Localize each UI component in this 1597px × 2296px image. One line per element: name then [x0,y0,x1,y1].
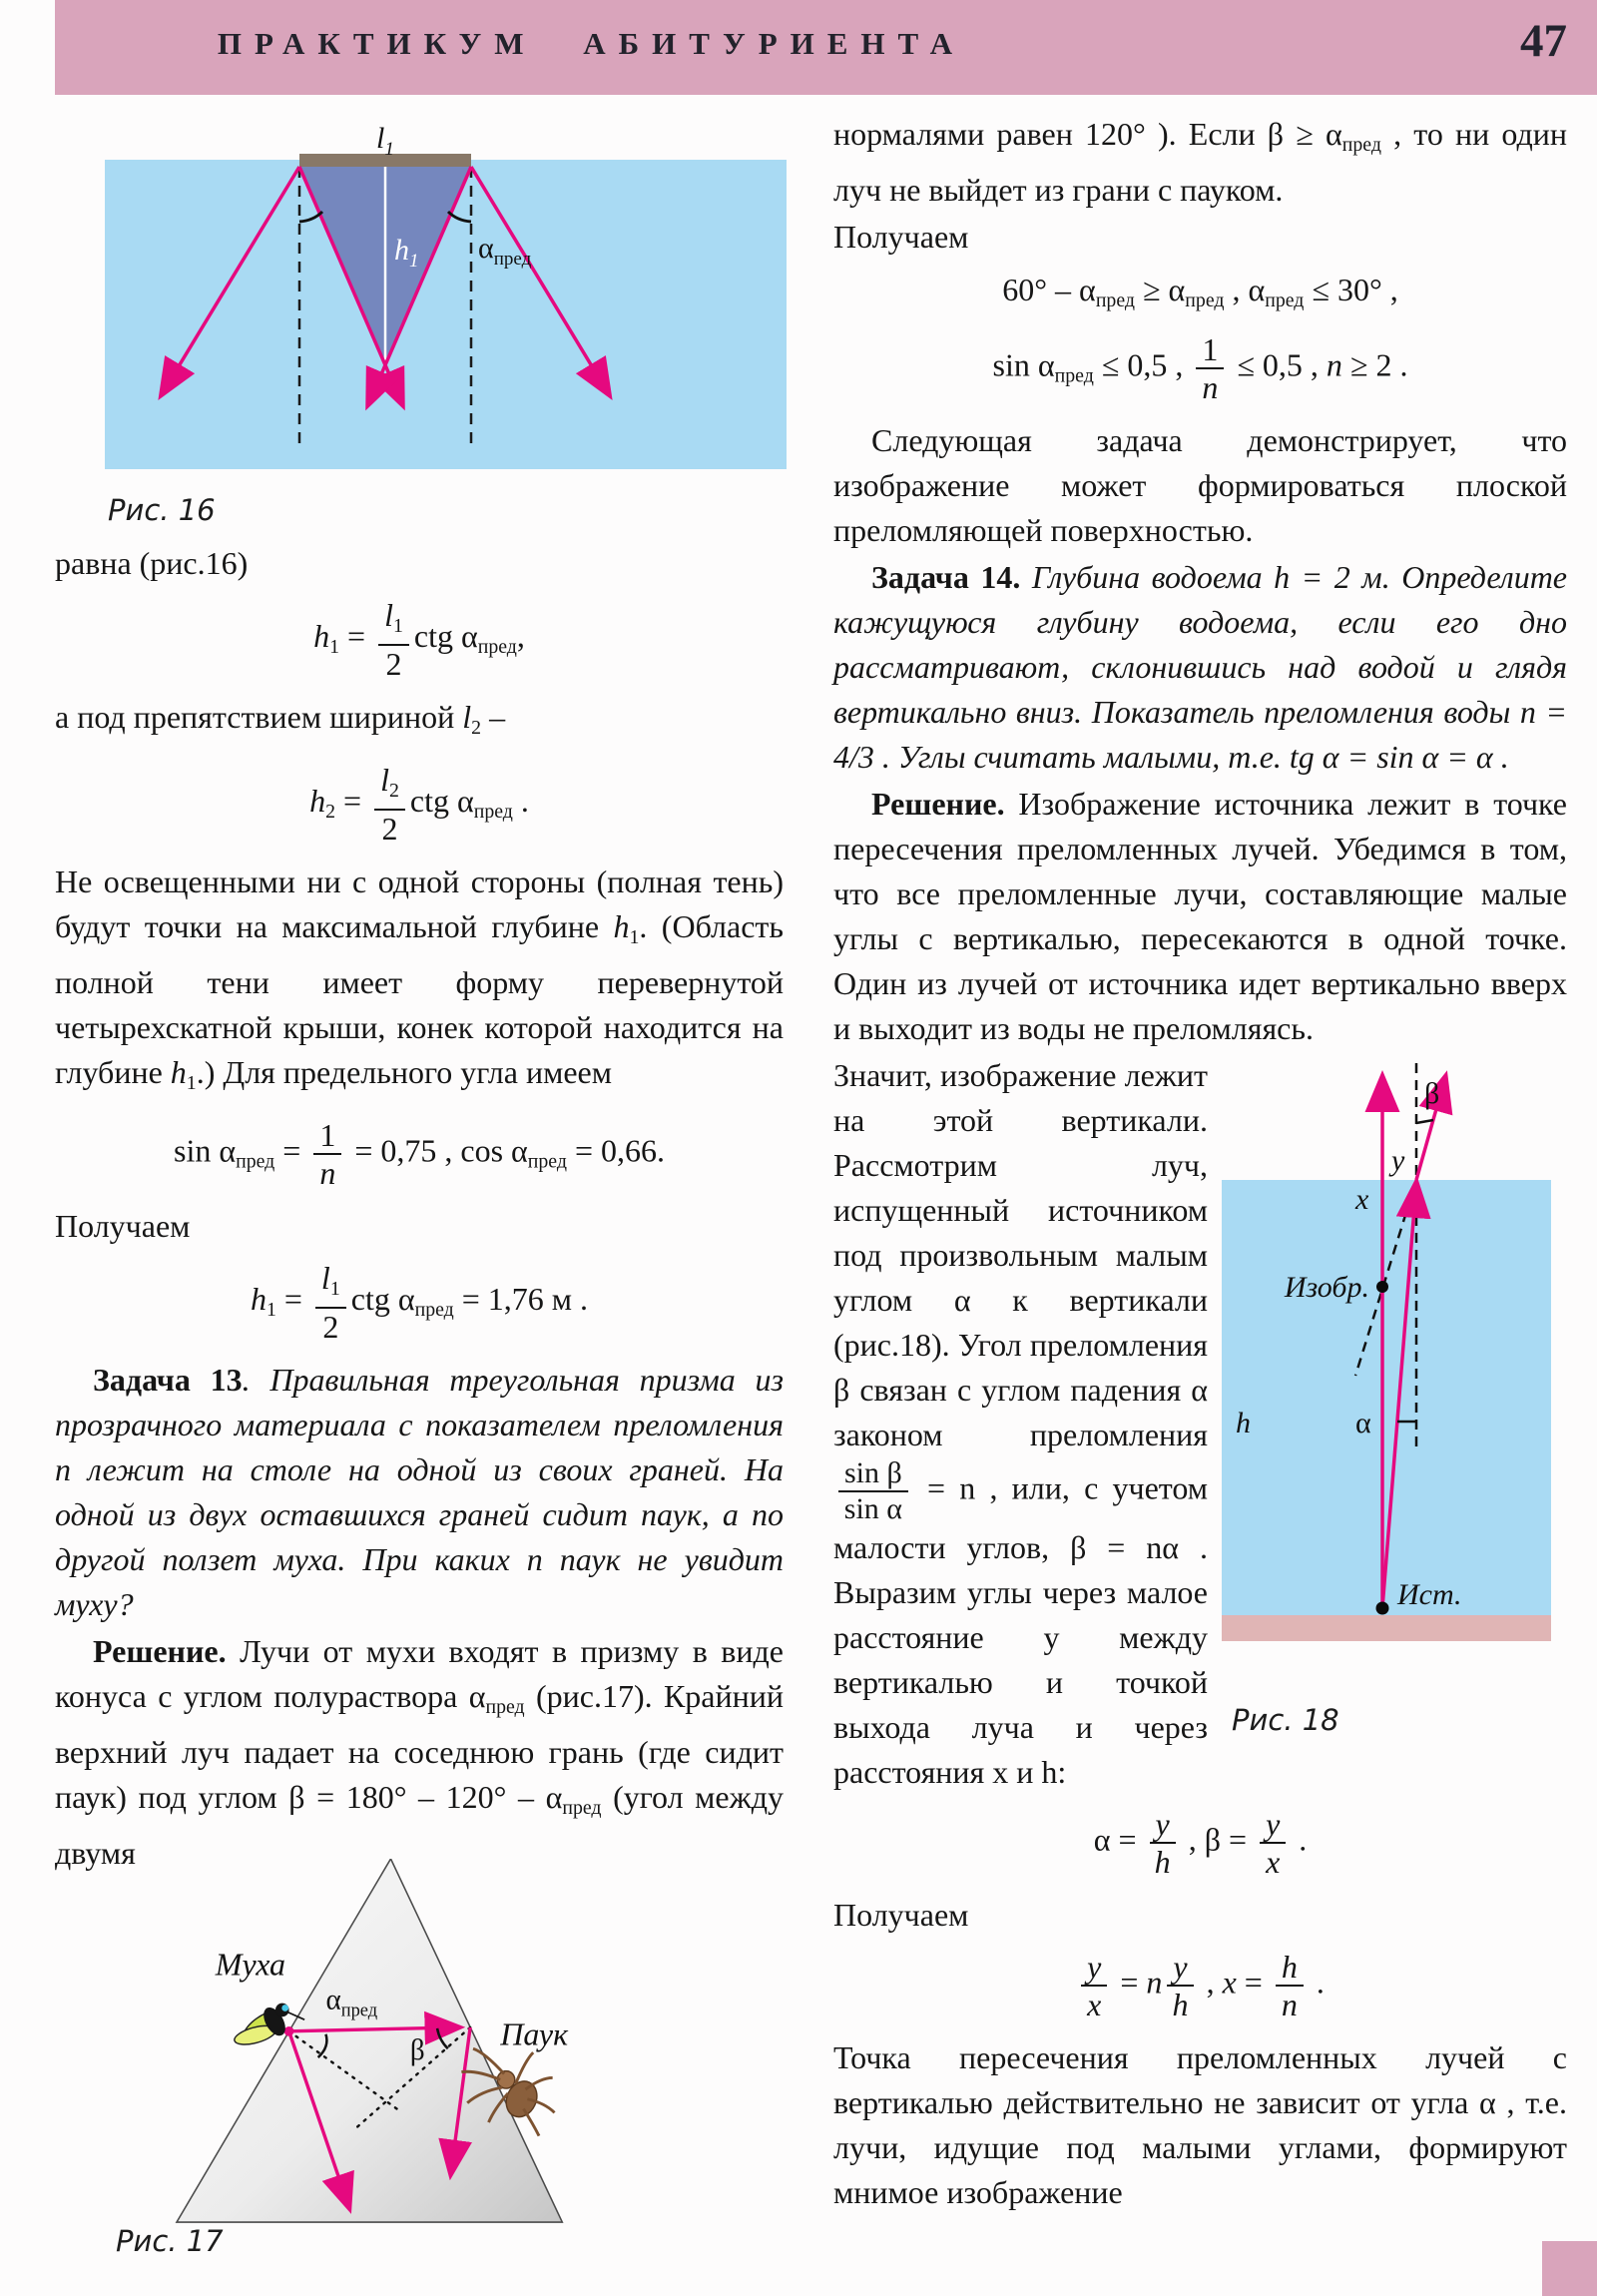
label-spider: Паук [500,2015,569,2052]
label-beta: β [1424,1076,1440,1110]
figure-18-caption: Рис. 18 [1232,1702,1339,1737]
task-14: Задача 14. Глубина водоема h = 2 м. Определите кажущуюся глубину водоема, если его дно рассматривают, склонившись над водой и глядя вертикально вниз. Показатель преломления воды n = 4/3 . Углы считать малыми, т.е. tg α = sin α = α . [833,558,1568,775]
page-title: ПРАКТИКУМ АБИТУРИЕНТА [217,26,966,61]
paragraph-continuation: нормалями равен 120° ). Если $\beta \ge \alpha_{пред}$ , то ни один луч не выйдет из грани с пауком. [833,116,1568,208]
label-source: Ист. [1397,1577,1462,1611]
page-number: 47 [1520,15,1567,67]
paragraph-final: Точка пересечения преломленных лучей с вертикалью действительно не зависит от угла α , т.е. лучи, идущие под малыми углами, формируют мнимое изображение [833,2038,1567,2210]
label-l1: $l_1$ [376,122,394,160]
right-column [833,112,1567,2217]
task-13: Задача 13. Правильная треугольная призма из прозрачного материала с показателем преломления n лежит на столе на одной из своих граней. На одной из двух оставшихся граней сидит паук, а по другой ползет муха. При каких n паук не увидит муху? [55,1361,784,1622]
label-alpha: α [1355,1406,1371,1439]
label-fly: Муха [215,1946,286,1983]
figure-17 [158,1859,657,2295]
left-column [55,541,784,1878]
label-image: Изобр. [1284,1270,1369,1304]
solution-14-part2: β y x Изобр. α h Ист. Рис. 18 Значит, изображение лежит на этой вертикали. Рассмотрим луч, испущенный источником под произвольным малым углом α к вертикали (рис.18). Угол преломления β связан с углом падения α законом преломления $\frac{\text{sin β}}{\text{sin α}}$ = n , или, с учетом малости углов, β = nα . Выразим углы через малое расстояние y между вертикалью и точкой выхода луча и через расстояния x и h: [833,1053,1567,1795]
label-beta: β [409,2033,425,2066]
formula-h1-value: $h_1$ = $\frac{l_1}{2}$ ctg $\alpha_{пред} = 1,76$ м . [250,1259,589,1345]
text-line: Получаем [833,1896,969,1933]
corner-decoration [1542,2241,1597,2296]
figure-17-caption: Рис. 17 [116,2224,224,2258]
label-y: y [1391,1143,1405,1177]
formula-60deg: $60^\circ - \alpha_{пред} \ge \alpha_{пред}$ , $\alpha_{пред} \le 30^\circ$ , [1002,271,1398,311]
formula-sin-alpha: $\sin \alpha_{пред}$ = $\frac{1}{n}$ = 0,75 , $\cos \alpha_{пред} = 0,66$. [174,1116,665,1191]
figure-17-diagram [158,1859,657,2290]
header-band [55,0,1597,95]
text-line: Получаем [55,1207,191,1244]
image-point [1376,1281,1388,1293]
figure-16-diagram [105,118,787,469]
text-line: равна (рис.16) [55,545,249,581]
formula-sin-condition: $\sin \alpha_{пред} \le 0,5$ , $\frac{1}{n}$ ≤ 0,5 , n ≥ 2 . [992,330,1408,405]
figure-18 [1222,1057,1567,1743]
label-alpha-pred: $\alpha_{пред}$ [325,1984,378,2020]
formula-h1: $h_1$ = $\frac{l_1}{2}$ ctg $\alpha_{пред}$, [313,597,525,682]
text-line: Получаем [833,218,969,255]
formula-h2: $h_2$ = $\frac{l_2}{2}$ ctg $\alpha_{пред}$ . [309,761,529,847]
solution-13: Решение. Лучи от мухи входят в призму в виде конуса с углом полураствора $\alpha_{пред}$ (рис.17). Крайний верхний луч падает на соседнюю грань (где сидит паук) под углом $\beta = 180^\circ - 120^\circ - \alpha_{пред}$ (угол между двумя [55,1632,785,1871]
source-point [1376,1601,1389,1614]
text-line: а под препятствием шириной $l_2$ – [55,698,506,739]
paragraph-next-task: Следующая задача демонстрирует, что изображение может формироваться плоской преломляющей поверхностью. [833,421,1567,548]
label-h: h [1236,1406,1251,1439]
label-alpha-pred: $\alpha_{пред}$ [478,232,532,270]
figure-18-diagram [1222,1057,1551,1676]
figure-16 [105,118,787,474]
solution-14-part1: Решение. Изображение источника лежит в точке пересечения преломленных лучей. Убедимся в том, что все преломленные лучи, составляющие малые углы с вертикалью, пересекаются в одной точке. Один из лучей от источника идет вертикально вверх и выходит из воды не преломляясь. [833,785,1567,1046]
paragraph-shadow: Не освещенными ни с одной стороны (полная тень) будут точки на максимальной глубине $h_1$. (Область полной тени имеет форму перевернутой четырехскатной крыши, конек которой находится на глубине $h_1$.) Для предельного угла имеем [55,862,785,1094]
formula-alpha-beta: α = $\frac{y}{h}$ , β = $\frac{y}{x}$ . [1093,1805,1308,1880]
label-h1: $h_1$ [394,234,419,272]
bottom-sediment [1222,1615,1551,1641]
figure-16-caption: Рис. 16 [108,493,216,527]
ray-origin-point [284,2026,294,2036]
formula-yx: $\frac{y}{x}$ = n $\frac{y}{h}$ , x = $\frac{h}{n}$ . [833,1950,1567,2021]
label-x: x [1355,1182,1369,1216]
